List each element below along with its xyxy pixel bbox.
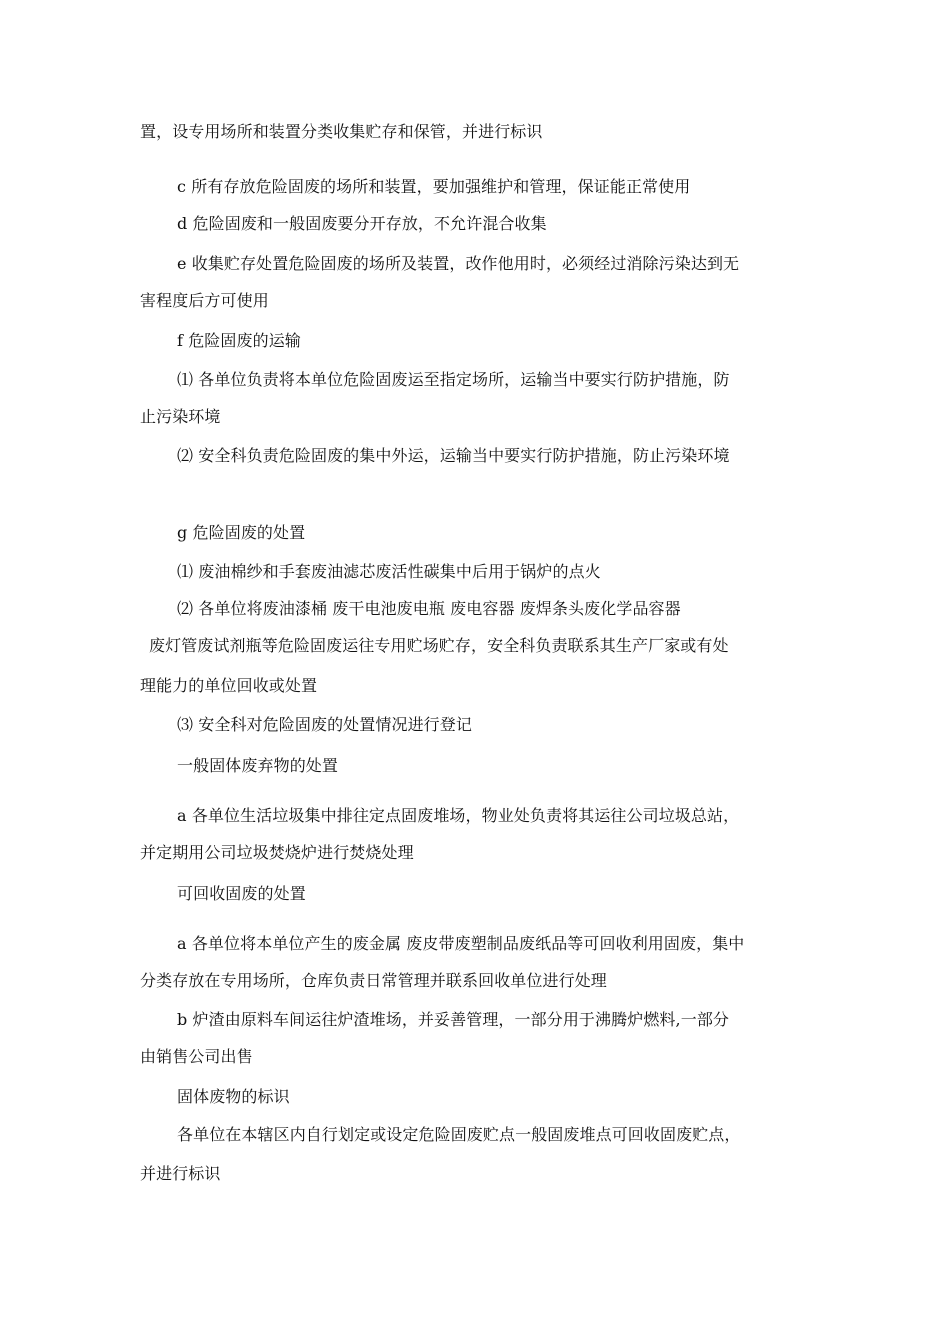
text-line: d 危险固废和一般固废要分开存放，不允许混合收集 — [177, 214, 547, 233]
text-line: a 各单位将本单位产生的废金属 废皮带废塑制品废纸品等可回收利用固废，集中 — [177, 934, 745, 953]
text-line: 分类存放在专用场所，仓库负责日常管理并联系回收单位进行处理 — [140, 971, 607, 990]
text-line: ⑵ 各单位将废油漆桶 废干电池废电瓶 废电容器 废焊条头废化学品容器 — [177, 599, 681, 618]
text-line: 并进行标识 — [140, 1164, 221, 1183]
text-line: ⑴ 各单位负责将本单位危险固废运至指定场所，运输当中要实行防护措施，防 — [177, 370, 730, 389]
text-line: 可回收固废的处置 — [177, 884, 306, 903]
text-line: 并定期用公司垃圾焚烧炉进行焚烧处理 — [140, 843, 414, 862]
text-line: 置，设专用场所和装置分类收集贮存和保管，并进行标识 — [140, 122, 543, 141]
text-line: ⑵ 安全科负责危险固废的集中外运，运输当中要实行防护措施，防止污染环境 — [177, 446, 730, 465]
text-line: 由销售公司出售 — [140, 1047, 253, 1066]
text-line: 固体废物的标识 — [177, 1087, 290, 1106]
text-line: c 所有存放危险固废的场所和装置，要加强维护和管理，保证能正常使用 — [177, 177, 691, 196]
text-line: 止污染环境 — [140, 407, 221, 426]
text-line: g 危险固废的处置 — [177, 523, 306, 542]
text-line: 一般固体废弃物的处置 — [177, 756, 339, 775]
text-line: a 各单位生活垃圾集中排往定点固废堆场，物业处负责将其运往公司垃圾总站， — [177, 806, 740, 825]
text-line: b 炉渣由原料车间运往炉渣堆场，并妥善管理，一部分用于沸腾炉燃料,一部分 — [177, 1010, 730, 1029]
text-line: e 收集贮存处置危险固废的场所及装置，改作他用时，必须经过消除污染达到无 — [177, 254, 740, 273]
text-line: ⑶ 安全科对危险固废的处置情况进行登记 — [177, 715, 472, 734]
text-line: 各单位在本辖区内自行划定或设定危险固废贮点一般固废堆点可回收固废贮点， — [177, 1125, 741, 1144]
text-line: f 危险固废的运输 — [177, 331, 301, 350]
text-line: ⑴ 废油棉纱和手套废油滤芯废活性碳集中后用于锅炉的点火 — [177, 562, 601, 581]
text-line: 害程度后方可使用 — [140, 291, 269, 310]
text-line: 废灯管废试剂瓶等危险固废运往专用贮场贮存，安全科负责联系其生产厂家或有处 — [149, 636, 729, 655]
text-line: 理能力的单位回收或处置 — [140, 676, 318, 695]
